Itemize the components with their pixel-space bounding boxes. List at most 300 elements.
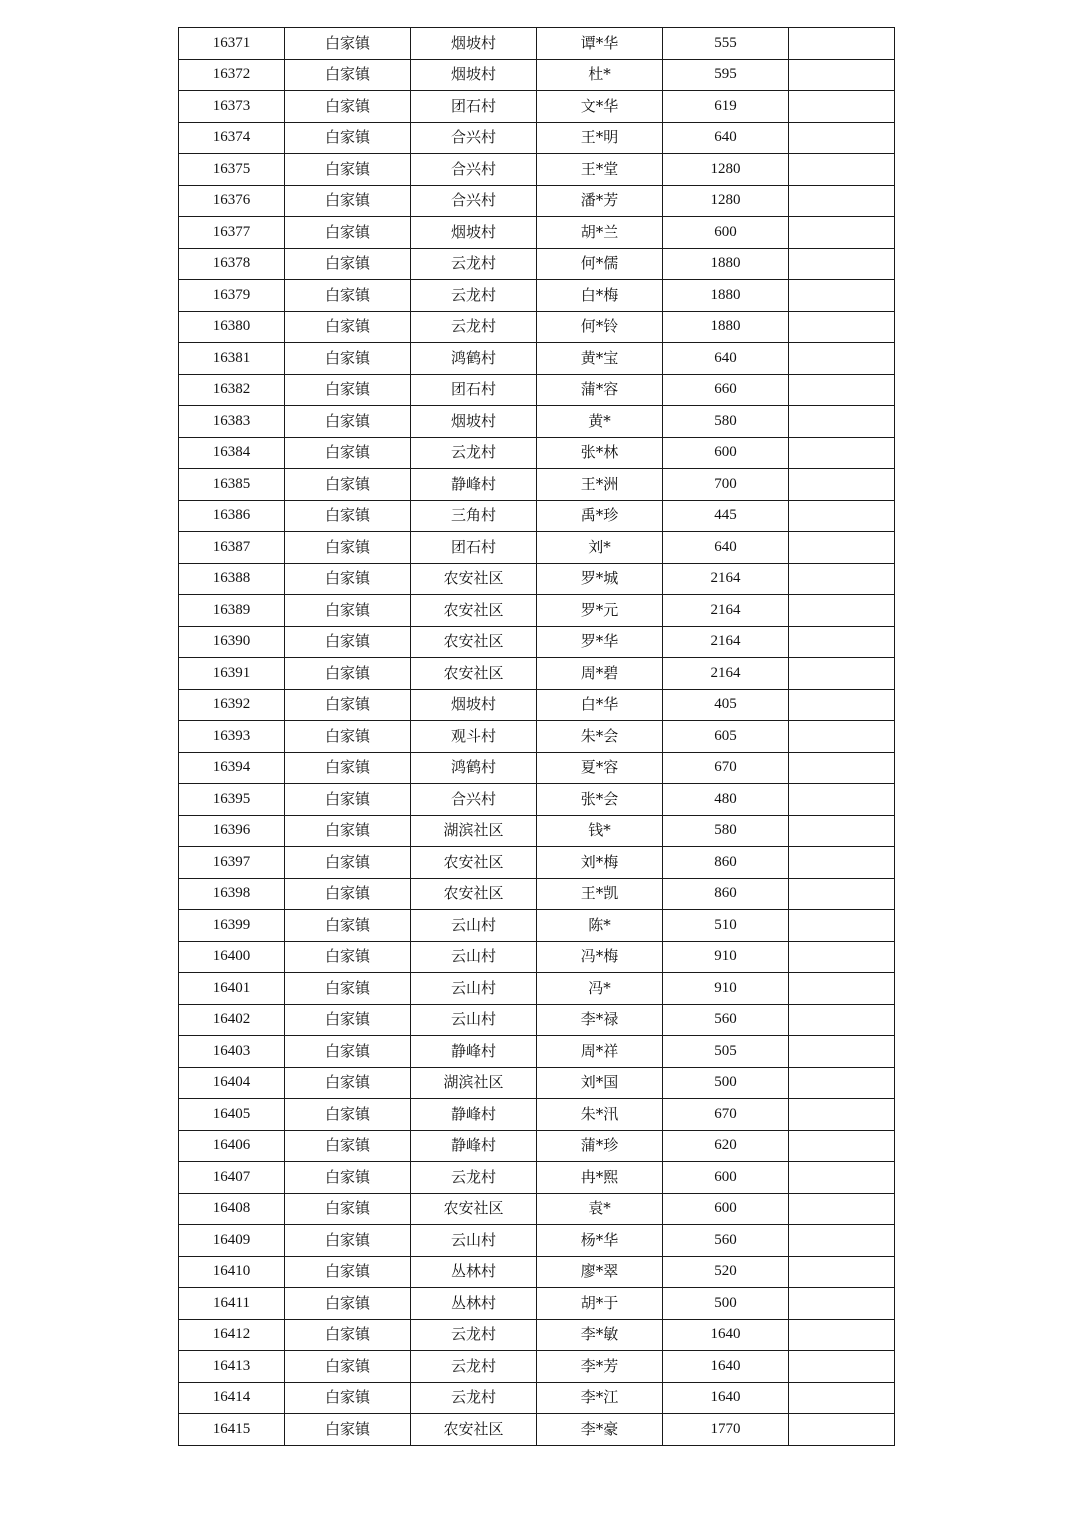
- amount-cell: 1640: [663, 1382, 789, 1414]
- name-cell: 谭*华: [537, 28, 663, 60]
- amount-cell: 1880: [663, 311, 789, 343]
- row-id-cell: 16397: [179, 847, 285, 879]
- row-id-cell: 16387: [179, 532, 285, 564]
- village-cell: 团石村: [411, 532, 537, 564]
- table-row: [179, 469, 895, 501]
- table-row: [179, 1130, 895, 1162]
- amount-cell: 2164: [663, 658, 789, 690]
- town-cell: 白家镇: [285, 752, 411, 784]
- town-cell: 白家镇: [285, 658, 411, 690]
- town-cell: 白家镇: [285, 595, 411, 627]
- village-cell: 鸿鹤村: [411, 752, 537, 784]
- row-id-cell: 16375: [179, 154, 285, 186]
- table-row: [179, 1067, 895, 1099]
- table-row: [179, 1256, 895, 1288]
- town-cell: 白家镇: [285, 1099, 411, 1131]
- village-cell: 丛林村: [411, 1256, 537, 1288]
- remark-cell: [789, 122, 895, 154]
- table-row: [179, 658, 895, 690]
- amount-cell: 660: [663, 374, 789, 406]
- town-cell: 白家镇: [285, 469, 411, 501]
- remark-cell: [789, 437, 895, 469]
- amount-cell: 405: [663, 689, 789, 721]
- row-id-cell: 16371: [179, 28, 285, 60]
- name-cell: 周*祥: [537, 1036, 663, 1068]
- amount-cell: 1280: [663, 154, 789, 186]
- village-cell: 烟坡村: [411, 28, 537, 60]
- remark-cell: [789, 721, 895, 753]
- town-cell: 白家镇: [285, 437, 411, 469]
- town-cell: 白家镇: [285, 532, 411, 564]
- village-cell: 云龙村: [411, 280, 537, 312]
- town-cell: 白家镇: [285, 1162, 411, 1194]
- town-cell: 白家镇: [285, 1225, 411, 1257]
- row-id-cell: 16408: [179, 1193, 285, 1225]
- remark-cell: [789, 1036, 895, 1068]
- village-cell: 云龙村: [411, 311, 537, 343]
- table-row: [179, 374, 895, 406]
- amount-cell: 600: [663, 217, 789, 249]
- remark-cell: [789, 311, 895, 343]
- village-cell: 云山村: [411, 1004, 537, 1036]
- town-cell: 白家镇: [285, 1256, 411, 1288]
- remark-cell: [789, 941, 895, 973]
- remark-cell: [789, 248, 895, 280]
- name-cell: 蒲*容: [537, 374, 663, 406]
- name-cell: 冯*: [537, 973, 663, 1005]
- name-cell: 杨*华: [537, 1225, 663, 1257]
- town-cell: 白家镇: [285, 374, 411, 406]
- amount-cell: 670: [663, 752, 789, 784]
- village-cell: 云山村: [411, 941, 537, 973]
- row-id-cell: 16382: [179, 374, 285, 406]
- row-id-cell: 16377: [179, 217, 285, 249]
- row-id-cell: 16385: [179, 469, 285, 501]
- remark-cell: [789, 532, 895, 564]
- name-cell: 白*华: [537, 689, 663, 721]
- town-cell: 白家镇: [285, 626, 411, 658]
- village-cell: 静峰村: [411, 1099, 537, 1131]
- remark-cell: [789, 689, 895, 721]
- remark-cell: [789, 500, 895, 532]
- town-cell: 白家镇: [285, 343, 411, 375]
- amount-cell: 640: [663, 122, 789, 154]
- name-cell: 刘*: [537, 532, 663, 564]
- name-cell: 蒲*珍: [537, 1130, 663, 1162]
- remark-cell: [789, 343, 895, 375]
- town-cell: 白家镇: [285, 784, 411, 816]
- row-id-cell: 16384: [179, 437, 285, 469]
- village-cell: 云龙村: [411, 1351, 537, 1383]
- remark-cell: [789, 185, 895, 217]
- remark-cell: [789, 1382, 895, 1414]
- amount-cell: 2164: [663, 626, 789, 658]
- village-cell: 云山村: [411, 973, 537, 1005]
- row-id-cell: 16405: [179, 1099, 285, 1131]
- table-row: [179, 847, 895, 879]
- town-cell: 白家镇: [285, 311, 411, 343]
- amount-cell: 500: [663, 1067, 789, 1099]
- name-cell: 朱*会: [537, 721, 663, 753]
- row-id-cell: 16374: [179, 122, 285, 154]
- amount-cell: 555: [663, 28, 789, 60]
- table-row: [179, 941, 895, 973]
- table-row: [179, 910, 895, 942]
- town-cell: 白家镇: [285, 185, 411, 217]
- amount-cell: 505: [663, 1036, 789, 1068]
- village-cell: 烟坡村: [411, 406, 537, 438]
- name-cell: 李*豪: [537, 1414, 663, 1446]
- table-row: [179, 1004, 895, 1036]
- row-id-cell: 16388: [179, 563, 285, 595]
- amount-cell: 2164: [663, 595, 789, 627]
- table-row: [179, 1351, 895, 1383]
- amount-cell: 1880: [663, 280, 789, 312]
- row-id-cell: 16412: [179, 1319, 285, 1351]
- village-cell: 云山村: [411, 910, 537, 942]
- town-cell: 白家镇: [285, 122, 411, 154]
- table-row: [179, 1162, 895, 1194]
- village-cell: 鸿鹤村: [411, 343, 537, 375]
- remark-cell: [789, 1414, 895, 1446]
- name-cell: 张*会: [537, 784, 663, 816]
- remark-cell: [789, 563, 895, 595]
- village-cell: 农安社区: [411, 1193, 537, 1225]
- remark-cell: [789, 1319, 895, 1351]
- row-id-cell: 16402: [179, 1004, 285, 1036]
- table-row: [179, 154, 895, 186]
- row-id-cell: 16406: [179, 1130, 285, 1162]
- remark-cell: [789, 847, 895, 879]
- table-row: [179, 595, 895, 627]
- remark-cell: [789, 595, 895, 627]
- row-id-cell: 16403: [179, 1036, 285, 1068]
- amount-cell: 600: [663, 1162, 789, 1194]
- name-cell: 罗*城: [537, 563, 663, 595]
- village-cell: 合兴村: [411, 154, 537, 186]
- village-cell: 湖滨社区: [411, 815, 537, 847]
- remark-cell: [789, 59, 895, 91]
- remark-cell: [789, 1193, 895, 1225]
- name-cell: 刘*国: [537, 1067, 663, 1099]
- name-cell: 袁*: [537, 1193, 663, 1225]
- row-id-cell: 16404: [179, 1067, 285, 1099]
- remark-cell: [789, 91, 895, 123]
- table-row: [179, 1382, 895, 1414]
- table-row: [179, 311, 895, 343]
- village-cell: 云龙村: [411, 1319, 537, 1351]
- remark-cell: [789, 1004, 895, 1036]
- remark-cell: [789, 784, 895, 816]
- table-row: [179, 1288, 895, 1320]
- village-cell: 湖滨社区: [411, 1067, 537, 1099]
- village-cell: 农安社区: [411, 878, 537, 910]
- row-id-cell: 16392: [179, 689, 285, 721]
- table-row: [179, 1319, 895, 1351]
- town-cell: 白家镇: [285, 878, 411, 910]
- row-id-cell: 16407: [179, 1162, 285, 1194]
- row-id-cell: 16410: [179, 1256, 285, 1288]
- amount-cell: 860: [663, 847, 789, 879]
- name-cell: 廖*翠: [537, 1256, 663, 1288]
- town-cell: 白家镇: [285, 154, 411, 186]
- name-cell: 夏*容: [537, 752, 663, 784]
- town-cell: 白家镇: [285, 941, 411, 973]
- name-cell: 胡*于: [537, 1288, 663, 1320]
- row-id-cell: 16411: [179, 1288, 285, 1320]
- row-id-cell: 16386: [179, 500, 285, 532]
- amount-cell: 600: [663, 1193, 789, 1225]
- name-cell: 李*禄: [537, 1004, 663, 1036]
- table-row: [179, 437, 895, 469]
- amount-cell: 640: [663, 343, 789, 375]
- town-cell: 白家镇: [285, 406, 411, 438]
- table-row: [179, 1414, 895, 1446]
- remark-cell: [789, 815, 895, 847]
- amount-cell: 1280: [663, 185, 789, 217]
- table-row: [179, 752, 895, 784]
- row-id-cell: 16381: [179, 343, 285, 375]
- name-cell: 冯*梅: [537, 941, 663, 973]
- town-cell: 白家镇: [285, 28, 411, 60]
- table-row: [179, 343, 895, 375]
- town-cell: 白家镇: [285, 1351, 411, 1383]
- amount-cell: 595: [663, 59, 789, 91]
- table-row: [179, 689, 895, 721]
- town-cell: 白家镇: [285, 1036, 411, 1068]
- amount-cell: 1640: [663, 1351, 789, 1383]
- table-row: [179, 406, 895, 438]
- name-cell: 李*芳: [537, 1351, 663, 1383]
- row-id-cell: 16398: [179, 878, 285, 910]
- name-cell: 王*堂: [537, 154, 663, 186]
- town-cell: 白家镇: [285, 910, 411, 942]
- row-id-cell: 16414: [179, 1382, 285, 1414]
- remark-cell: [789, 658, 895, 690]
- amount-cell: 910: [663, 941, 789, 973]
- remark-cell: [789, 1225, 895, 1257]
- table-body: [179, 28, 895, 1446]
- town-cell: 白家镇: [285, 500, 411, 532]
- table-row: [179, 217, 895, 249]
- name-cell: 周*碧: [537, 658, 663, 690]
- amount-cell: 1770: [663, 1414, 789, 1446]
- remark-cell: [789, 1067, 895, 1099]
- table-row: [179, 280, 895, 312]
- row-id-cell: 16383: [179, 406, 285, 438]
- village-cell: 团石村: [411, 374, 537, 406]
- remark-cell: [789, 154, 895, 186]
- remark-cell: [789, 374, 895, 406]
- row-id-cell: 16391: [179, 658, 285, 690]
- village-cell: 观斗村: [411, 721, 537, 753]
- remark-cell: [789, 406, 895, 438]
- amount-cell: 605: [663, 721, 789, 753]
- row-id-cell: 16413: [179, 1351, 285, 1383]
- village-cell: 云龙村: [411, 437, 537, 469]
- remark-cell: [789, 910, 895, 942]
- table-row: [179, 784, 895, 816]
- town-cell: 白家镇: [285, 1067, 411, 1099]
- village-cell: 静峰村: [411, 1130, 537, 1162]
- name-cell: 李*江: [537, 1382, 663, 1414]
- name-cell: 张*林: [537, 437, 663, 469]
- amount-cell: 580: [663, 406, 789, 438]
- row-id-cell: 16415: [179, 1414, 285, 1446]
- village-cell: 合兴村: [411, 185, 537, 217]
- row-id-cell: 16396: [179, 815, 285, 847]
- village-cell: 农安社区: [411, 658, 537, 690]
- village-cell: 云山村: [411, 1225, 537, 1257]
- table-row: [179, 532, 895, 564]
- town-cell: 白家镇: [285, 815, 411, 847]
- name-cell: 王*凯: [537, 878, 663, 910]
- table-row: [179, 1099, 895, 1131]
- row-id-cell: 16379: [179, 280, 285, 312]
- name-cell: 黄*: [537, 406, 663, 438]
- village-cell: 农安社区: [411, 1414, 537, 1446]
- row-id-cell: 16401: [179, 973, 285, 1005]
- amount-cell: 445: [663, 500, 789, 532]
- name-cell: 钱*: [537, 815, 663, 847]
- town-cell: 白家镇: [285, 1004, 411, 1036]
- row-id-cell: 16376: [179, 185, 285, 217]
- village-cell: 烟坡村: [411, 689, 537, 721]
- data-table: [178, 27, 895, 1446]
- table-row: [179, 28, 895, 60]
- village-cell: 烟坡村: [411, 217, 537, 249]
- table-row: [179, 500, 895, 532]
- amount-cell: 580: [663, 815, 789, 847]
- amount-cell: 520: [663, 1256, 789, 1288]
- village-cell: 云龙村: [411, 1162, 537, 1194]
- table-row: [179, 626, 895, 658]
- row-id-cell: 16373: [179, 91, 285, 123]
- town-cell: 白家镇: [285, 217, 411, 249]
- village-cell: 三角村: [411, 500, 537, 532]
- amount-cell: 619: [663, 91, 789, 123]
- table-row: [179, 91, 895, 123]
- table-row: [179, 878, 895, 910]
- remark-cell: [789, 1288, 895, 1320]
- remark-cell: [789, 280, 895, 312]
- row-id-cell: 16372: [179, 59, 285, 91]
- table-row: [179, 721, 895, 753]
- row-id-cell: 16390: [179, 626, 285, 658]
- table-row: [179, 248, 895, 280]
- name-cell: 王*洲: [537, 469, 663, 501]
- row-id-cell: 16399: [179, 910, 285, 942]
- town-cell: 白家镇: [285, 1193, 411, 1225]
- village-cell: 合兴村: [411, 122, 537, 154]
- name-cell: 胡*兰: [537, 217, 663, 249]
- row-id-cell: 16389: [179, 595, 285, 627]
- amount-cell: 640: [663, 532, 789, 564]
- remark-cell: [789, 217, 895, 249]
- village-cell: 云龙村: [411, 248, 537, 280]
- village-cell: 静峰村: [411, 469, 537, 501]
- row-id-cell: 16380: [179, 311, 285, 343]
- amount-cell: 910: [663, 973, 789, 1005]
- remark-cell: [789, 469, 895, 501]
- amount-cell: 670: [663, 1099, 789, 1131]
- village-cell: 农安社区: [411, 847, 537, 879]
- village-cell: 烟坡村: [411, 59, 537, 91]
- remark-cell: [789, 28, 895, 60]
- name-cell: 刘*梅: [537, 847, 663, 879]
- row-id-cell: 16395: [179, 784, 285, 816]
- row-id-cell: 16378: [179, 248, 285, 280]
- name-cell: 白*梅: [537, 280, 663, 312]
- village-cell: 农安社区: [411, 595, 537, 627]
- amount-cell: 1640: [663, 1319, 789, 1351]
- town-cell: 白家镇: [285, 280, 411, 312]
- name-cell: 黄*宝: [537, 343, 663, 375]
- village-cell: 农安社区: [411, 626, 537, 658]
- remark-cell: [789, 878, 895, 910]
- name-cell: 禹*珍: [537, 500, 663, 532]
- amount-cell: 600: [663, 437, 789, 469]
- row-id-cell: 16394: [179, 752, 285, 784]
- name-cell: 李*敏: [537, 1319, 663, 1351]
- town-cell: 白家镇: [285, 1319, 411, 1351]
- name-cell: 朱*汛: [537, 1099, 663, 1131]
- town-cell: 白家镇: [285, 563, 411, 595]
- town-cell: 白家镇: [285, 973, 411, 1005]
- name-cell: 何*铃: [537, 311, 663, 343]
- name-cell: 文*华: [537, 91, 663, 123]
- town-cell: 白家镇: [285, 721, 411, 753]
- amount-cell: 560: [663, 1225, 789, 1257]
- village-cell: 农安社区: [411, 563, 537, 595]
- table-row: [179, 122, 895, 154]
- amount-cell: 1880: [663, 248, 789, 280]
- table-row: [179, 1036, 895, 1068]
- table-row: [179, 1225, 895, 1257]
- name-cell: 冉*熙: [537, 1162, 663, 1194]
- amount-cell: 500: [663, 1288, 789, 1320]
- name-cell: 罗*华: [537, 626, 663, 658]
- town-cell: 白家镇: [285, 1414, 411, 1446]
- amount-cell: 480: [663, 784, 789, 816]
- town-cell: 白家镇: [285, 1130, 411, 1162]
- remark-cell: [789, 1256, 895, 1288]
- table-row: [179, 973, 895, 1005]
- amount-cell: 510: [663, 910, 789, 942]
- table-row: [179, 563, 895, 595]
- remark-cell: [789, 752, 895, 784]
- town-cell: 白家镇: [285, 91, 411, 123]
- name-cell: 王*明: [537, 122, 663, 154]
- town-cell: 白家镇: [285, 689, 411, 721]
- row-id-cell: 16409: [179, 1225, 285, 1257]
- remark-cell: [789, 626, 895, 658]
- village-cell: 云龙村: [411, 1382, 537, 1414]
- remark-cell: [789, 1162, 895, 1194]
- table-row: [179, 815, 895, 847]
- name-cell: 杜*: [537, 59, 663, 91]
- name-cell: 罗*元: [537, 595, 663, 627]
- amount-cell: 2164: [663, 563, 789, 595]
- village-cell: 丛林村: [411, 1288, 537, 1320]
- town-cell: 白家镇: [285, 248, 411, 280]
- town-cell: 白家镇: [285, 847, 411, 879]
- name-cell: 何*儒: [537, 248, 663, 280]
- village-cell: 团石村: [411, 91, 537, 123]
- remark-cell: [789, 1099, 895, 1131]
- remark-cell: [789, 1130, 895, 1162]
- amount-cell: 620: [663, 1130, 789, 1162]
